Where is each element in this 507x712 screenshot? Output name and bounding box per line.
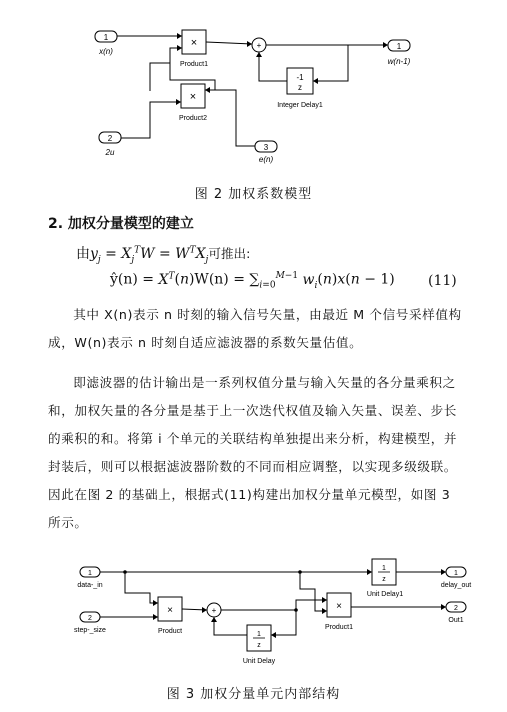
product1-label: Product1 [179,61,209,68]
outport-w[interactable] [388,40,410,51]
section-heading: 2. 加权分量模型的建立 [48,216,194,232]
svg-text:×: × [190,37,198,49]
svg-text:1: 1 [257,631,261,638]
product2-block[interactable] [181,84,205,108]
svg-text:z: z [382,576,386,583]
inport-x-label: x(n) [99,47,113,56]
inport-2u-label: 2u [105,148,115,157]
inport-2u[interactable] [99,132,121,143]
figure3-wires [100,572,446,635]
sum-block-3[interactable] [207,603,221,617]
svg-text:z: z [298,83,302,92]
product-block[interactable] [158,597,182,621]
figure2-wires [117,36,388,146]
inport-e[interactable] [255,141,277,152]
outport-out1[interactable] [446,602,466,612]
outport-delay-out[interactable] [446,567,466,577]
svg-text:+: + [211,606,217,615]
sum-block[interactable] [252,38,266,52]
integer-delay-block[interactable] [287,68,313,94]
svg-text:-1: -1 [296,73,304,82]
equation-number: (11) [428,273,457,289]
product1-block[interactable] [182,30,206,54]
inport-x[interactable] [95,31,117,42]
svg-text:z: z [257,642,261,649]
inport-step-size[interactable] [80,612,100,622]
product2-label: Product2 [178,115,208,122]
svg-text:×: × [336,601,342,612]
unit-delay1-label: Unit Delay1 [366,591,404,598]
svg-text:×: × [189,91,197,103]
equation-11: ŷ(n) = $X^T(n)W(n) = \sum_{i=0}^{M-1}$ $w_i(n)x(n - 1)$ [110,271,395,291]
product-label: Product [157,628,183,635]
inport-e-label: e(n) [258,155,274,164]
svg-text:1: 1 [382,565,386,572]
product1-block-3[interactable] [327,593,351,617]
figure3-diagram [0,555,507,675]
svg-text:2: 2 [88,615,92,622]
unit-delay1-block[interactable] [372,559,396,585]
figure2-caption: 图 2 加权系数模型 [194,187,313,202]
svg-text:1: 1 [396,42,402,51]
inport-data-in[interactable] [80,567,100,577]
svg-text:+: + [256,41,262,50]
svg-text:1: 1 [454,570,458,577]
svg-text:2: 2 [107,134,113,143]
svg-text:1: 1 [103,33,109,42]
paragraph-2: 即滤波器的估计输出是一系列权值分量与输入矢量的各分量乘积之和，加权矢量的各分量是基于上一次迭代权值及输入矢量、误差、步长的乘积的和。将第 i 个单元的关联结构单独提出来分析，构建模型，并封装后，则可以根据滤波器阶数的不同而相应调整，以实现多级级联。因此在图 2 的基础上，根据式(11)构建出加权分量单元模型，如图 3 所示。 [48,375,458,530]
integer-delay-label: Integer Delay1 [277,102,323,109]
svg-text:1: 1 [88,570,92,577]
equation-1: 由$y_j = X_j^TW = W^TX_j$可推出: [76,245,251,265]
paragraph-1: 其中 X(n)表示 n 时刻的输入信号矢量，由最近 M 个信号采样值构成，W(n)表示 n 时刻自适应滤波器的系数矢量估值。 [48,307,462,350]
svg-text:2: 2 [454,605,458,612]
inport-step-size-label: step-_size [74,627,106,634]
inport-data-in-label: data-_in [77,582,103,589]
figure3-caption: 图 3 加权分量单元内部结构 [166,687,341,702]
product1-label-3: Product1 [324,624,354,631]
figure2-arrows [176,33,388,105]
outport-w-label: w(n-1) [387,57,411,66]
outport-out1-label: Out1 [448,617,464,624]
svg-text:3: 3 [263,143,269,152]
unit-delay-label: Unit Delay [242,658,276,665]
svg-text:×: × [167,605,173,616]
figure2-diagram [0,0,507,175]
outport-delay-out-label: delay_out [440,582,472,589]
unit-delay-block[interactable] [247,625,271,651]
